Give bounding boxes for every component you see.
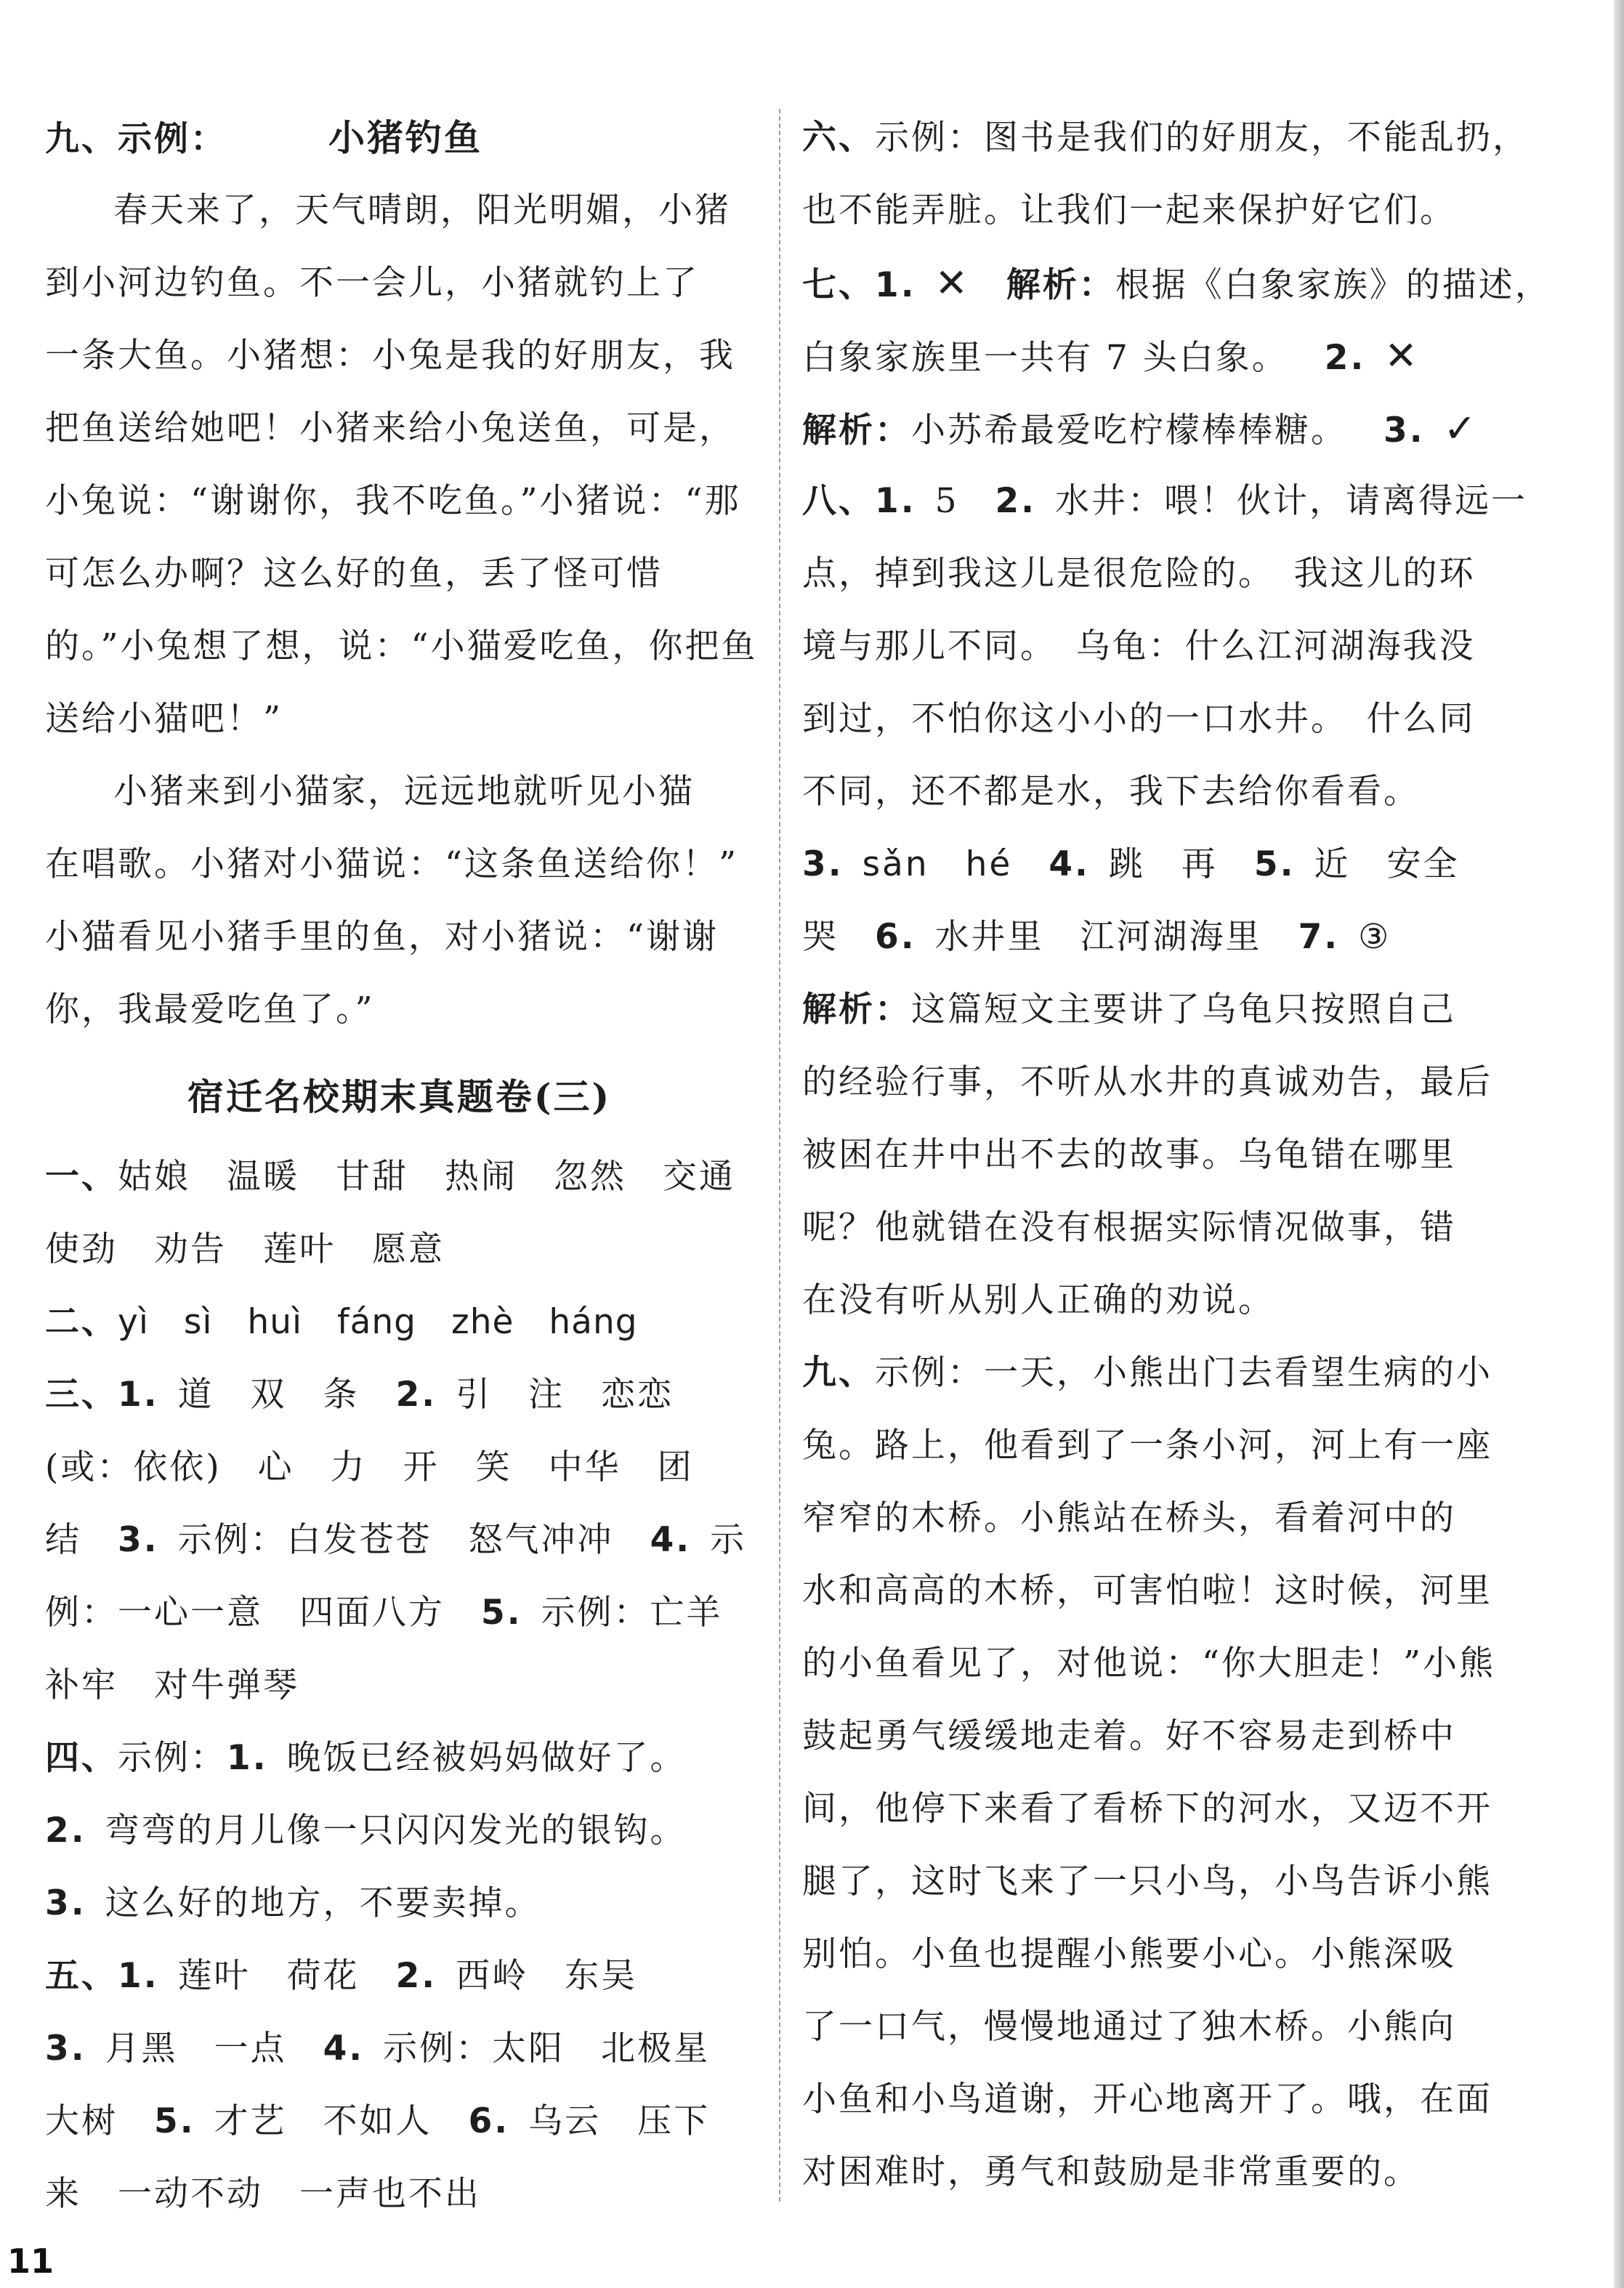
answer-line: 呢？他就错在没有根据实际情况做事，错 (802, 1208, 1456, 1248)
text-line: 送给小猫吧！” (45, 699, 283, 739)
answer-line (802, 974, 1520, 1046)
answer-text: 哭 (802, 917, 839, 957)
text-line: 一条大鱼。小猪想：小兔是我的好朋友，我 (45, 336, 735, 376)
item-label: 九、 (802, 1353, 875, 1393)
answer-line: 境与那儿不同。 乌龟：什么江河湖海我没 (802, 626, 1476, 666)
answer-line: 鼓起勇气缓缓地走着。好不容易走到桥中 (802, 1716, 1456, 1756)
item-number: 6. (468, 2101, 510, 2141)
answer-line: 也不能弄脏。让我们一起来保护好它们。 (802, 190, 1456, 230)
answer-text: 晚饭已经被妈妈做好了。 (286, 1738, 687, 1778)
item-number: 5. (481, 1593, 522, 1633)
answer-text: 弯弯的月儿像一只闪闪发光的银钩。 (105, 1811, 687, 1851)
answer-line (45, 2085, 754, 2158)
answer-text: 才艺 不如人 (214, 2101, 432, 2141)
answer-line: 补牢 对牛弹琴 (45, 1665, 299, 1705)
answer-line (45, 2013, 754, 2085)
answer-line (802, 901, 1520, 974)
answer-text: 示 (710, 1520, 747, 1560)
item-label: 七、 (802, 265, 875, 305)
answer-text: 例：一心一意 四面八方 (45, 1593, 445, 1633)
item-number: 3. (802, 844, 844, 884)
check-mark: ✓ (1443, 405, 1479, 451)
answer-line (45, 1722, 754, 1795)
answer-line: 来 一动不动 一声也不出 (45, 2174, 481, 2214)
item-number: 2. (395, 1375, 437, 1415)
story-heading-line (45, 102, 754, 174)
story-title: 小猪钓鱼 (328, 116, 482, 159)
item-label: 四、 (45, 1738, 118, 1778)
item-number: 2. (1324, 338, 1366, 378)
answer-line: 被困在井中出不去的故事。乌龟错在哪里 (802, 1135, 1456, 1175)
item-number: 4. (323, 2029, 365, 2069)
answer-text: 近 安全 (1314, 844, 1460, 884)
answer-line (45, 1141, 754, 1213)
answer-line: 到过，不怕你这小小的一口水井。 什么同 (802, 699, 1476, 739)
item-label: 一、 (45, 1157, 118, 1197)
page-edge-shadow (1614, 0, 1624, 2288)
answer-text: 小苏希最爱吃柠檬棒棒糖。 (911, 411, 1347, 450)
text-line: 小猪来到小猫家，远远地就听见小猫 (113, 772, 695, 812)
analysis-label: 解析： (802, 411, 911, 450)
left-column (45, 102, 758, 2231)
text-line: 在唱歌。小猪对小猫说：“这条鱼送给你！” (45, 844, 739, 884)
text-line: 春天来了，天气晴朗，阳光明媚，小猪 (113, 190, 731, 230)
item-label: 六、 (802, 118, 875, 158)
answer-line (802, 320, 1520, 392)
analysis-label: 解析： (1006, 265, 1115, 305)
answer-line (802, 828, 1520, 901)
answer-text: 结 (45, 1520, 81, 1560)
answer-line (802, 465, 1528, 538)
answer-line: 对困难时，勇气和鼓励是非常重要的。 (802, 2152, 1420, 2192)
answer-line: 窄窄的木桥。小熊站在桥头，看着河中的 (802, 1498, 1456, 1538)
answer-text: 乌云 压下 (528, 2101, 711, 2141)
answer-text: 示例：一天，小熊出门去看望生病的小 (875, 1353, 1492, 1393)
text-line: 的。”小兔想了想，说：“小猫爱吃鱼，你把鱼 (45, 626, 758, 666)
answer-line: 间，他停下来看了看桥下的河水，又迈不开 (802, 1789, 1492, 1829)
answer-text: 这篇短文主要讲了乌龟只按照自己 (911, 990, 1456, 1030)
item-number: 2. (45, 1811, 86, 1851)
answer-line: 的经验行事，不听从水井的真诚劝告，最后 (802, 1062, 1492, 1102)
text-line: 到小河边钓鱼。不一会儿，小猪就钓上了 (45, 263, 699, 303)
answer-text: 大树 (45, 2101, 118, 2141)
answer-line: 了一口气，慢慢地通过了独木桥。小熊向 (802, 2007, 1456, 2047)
item-number: 2. (395, 1956, 437, 1996)
section-title: 宿迁名校期末真题卷(三) (187, 1075, 612, 1118)
answer-text: 示例：亡羊 (541, 1593, 723, 1633)
answer-text: 月黑 一点 (105, 2029, 287, 2069)
answer-line: 在没有听从别人正确的劝说。 (802, 1280, 1274, 1320)
answer-text: 跳 再 (1108, 844, 1218, 884)
item-number: 7. (1298, 917, 1340, 957)
item-number: 3. (118, 1520, 159, 1560)
text-line: 可怎么办啊？这么好的鱼，丢了怪可惜 (45, 554, 663, 594)
item-number: 4. (1049, 844, 1090, 884)
answer-text: 示例：太阳 北极星 (383, 2029, 711, 2069)
answer-text: 5 (934, 481, 959, 521)
item-number: 4. (650, 1520, 692, 1560)
item-number: 1. (227, 1738, 268, 1778)
answer-line (802, 392, 1520, 465)
answer-line: 兔。路上，他看到了一条小河，河上有一座 (802, 1426, 1492, 1466)
answer-text: ③ (1358, 917, 1391, 957)
answer-text: 示例：图书是我们的好朋友，不能乱扔， (875, 118, 1529, 158)
text-line: 小兔说：“谢谢你，我不吃鱼。”小猪说：“那 (45, 481, 741, 521)
item-number: 5. (1253, 844, 1296, 884)
text-line: 你，我最爱吃鱼了。” (45, 990, 375, 1030)
column-divider (779, 109, 780, 2202)
item-number: 3. (1383, 411, 1425, 450)
item-label: 八、 (802, 481, 875, 521)
answer-text: 引 注 恋恋 (456, 1375, 674, 1415)
answer-line: 腿了，这时飞来了一只小鸟，小鸟告诉小熊 (802, 1861, 1492, 1901)
section-label: 九、示例： (45, 119, 227, 159)
item-number: 1. (118, 1375, 159, 1415)
answer-line: (或：依依) 心 力 开 笑 中华 团 (45, 1447, 694, 1487)
answer-text: 白象家族里一共有 7 头白象。 (802, 338, 1288, 378)
answer-line (45, 1504, 754, 1577)
item-number: 1. (875, 265, 916, 305)
right-column (802, 102, 1551, 2209)
answer-line (45, 1286, 754, 1359)
item-number: 3. (45, 1883, 86, 1923)
answer-line (802, 1337, 1520, 1410)
answer-text: 水井：喂！伙计，请离得远一 (1055, 481, 1528, 521)
answer-line (45, 1359, 754, 1431)
answer-text: 道 双 条 (177, 1375, 360, 1415)
item-number: 1. (875, 481, 916, 521)
answer-text: 姑娘 温暖 甘甜 热闹 忽然 交通 (118, 1157, 735, 1197)
answer-line (45, 1940, 754, 2013)
answer-text: 这么好的地方，不要卖掉。 (105, 1883, 541, 1923)
page-number: 11 (7, 2241, 54, 2281)
item-number: 3. (45, 2029, 86, 2069)
item-label: 二、 (45, 1302, 118, 1342)
answer-text: 根据《白象家族》的描述， (1115, 265, 1551, 305)
answer-text: 示例： (118, 1738, 227, 1778)
answer-text: 水井里 江河湖海里 (934, 917, 1262, 957)
answer-line: 别怕。小鱼也提醒小熊要小心。小熊深吸 (802, 1934, 1456, 1974)
cross-mark: ✕ (1384, 333, 1420, 379)
pinyin-answers: sǎn hé (862, 844, 1013, 884)
answer-line: 点，掉到我这儿是很危险的。 我这儿的环 (802, 554, 1476, 594)
answer-line (45, 1795, 754, 1867)
item-label: 三、 (45, 1375, 118, 1415)
item-number: 6. (875, 917, 916, 957)
text-line: 把鱼送给她吧！小猪来给小兔送鱼，可是， (45, 408, 735, 448)
item-number: 1. (118, 1956, 159, 1996)
answer-line (802, 247, 1551, 320)
answer-text: 莲叶 荷花 (177, 1956, 360, 1996)
item-label: 五、 (45, 1956, 118, 1996)
answer-line: 小鱼和小鸟道谢，开心地离开了。哦，在面 (802, 2079, 1492, 2119)
pinyin-answers: yì sì huì fáng zhè háng (118, 1302, 638, 1342)
item-number: 2. (995, 481, 1037, 521)
answer-line: 水和高高的木桥，可害怕啦！这时候，河里 (802, 1571, 1492, 1611)
answer-line (802, 102, 1529, 174)
text-line: 小猫看见小猪手里的鱼，对小猪说：“谢谢 (45, 917, 719, 957)
answer-text: 示例：白发苍苍 怒气冲冲 (177, 1520, 614, 1560)
cross-mark: ✕ (934, 260, 970, 306)
answer-line: 使劲 劝告 莲叶 愿意 (45, 1229, 445, 1269)
answer-text: 西岭 东吴 (456, 1956, 638, 1996)
analysis-label: 解析： (802, 990, 911, 1030)
answer-line (45, 1577, 754, 1649)
answer-line: 的小鱼看见了，对他说：“你大胆走！”小熊 (802, 1644, 1496, 1683)
answer-line: 不同，还不都是水，我下去给你看看。 (802, 772, 1420, 812)
answer-line (45, 1867, 754, 1940)
item-number: 5. (154, 2101, 195, 2141)
